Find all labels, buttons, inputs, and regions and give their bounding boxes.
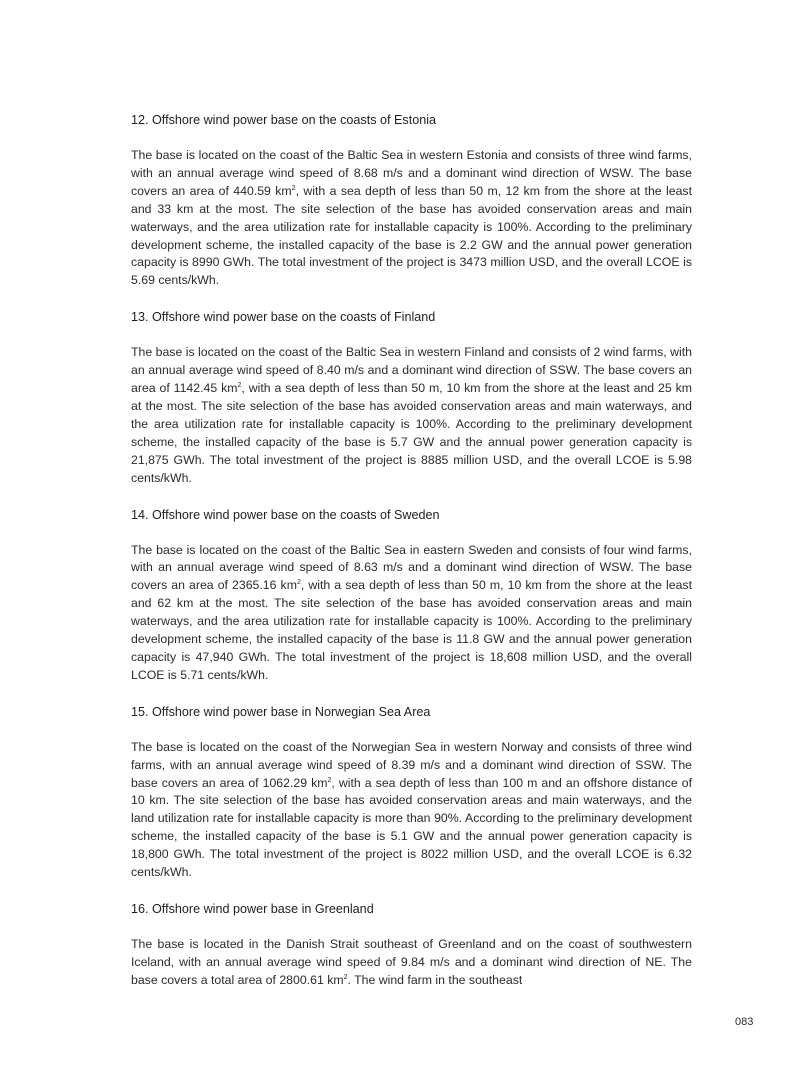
superscript: 2 [343,973,348,981]
page-content [131,111,692,1008]
section-paragraph [131,542,692,685]
paragraph-text: The base is located on the coast of the Baltic Sea in western Finland and consists of 2 wind farms, with an annual average wind speed of 8.40 m/s and a dominant wind direction of SSW. The base covers an area of 1142.45 km [131,345,692,396]
superscript: 2 [296,579,301,587]
section-heading: 15. Offshore wind power base in Norwegian Sea Area [131,704,431,719]
paragraph-text: , with a sea depth of less than 100 m and an offshore distance of 10 km. The site selection of the base has avoided conservation areas and main waterways, and the land utilization rate for installable capacity is more than 90%. According to the preliminary development scheme, the installed capacity of the base is 5.1 GW and the annual power generation capacity is 18,800 GWh. The total investment of the project is 8022 million USD, and the overall LCOE is 6.32 cents/kWh. [131,775,692,880]
paragraph-text: The base is located on the coast of the Baltic Sea in western Estonia and consists of three wind farms, with an annual average wind speed of 8.68 m/s and a dominant wind direction of WSW. The base covers an area of 440.59 km [131,148,692,198]
paragraph-text: The base is located on the coast of the Baltic Sea in eastern Sweden and consists of four wind farms, with an annual average wind speed of 8.63 m/s and a dominant wind direction of WSW. The base covers an area of 2365.16 km [131,542,692,593]
page-number: 083 [735,1016,754,1028]
section-heading: 16. Offshore wind power base in Greenland [131,902,374,916]
section-heading: 13. Offshore wind power base on the coasts of Finland [131,310,436,325]
superscript: 2 [291,184,296,192]
superscript: 2 [237,382,242,390]
section-estonia [131,111,692,290]
section-greenland [131,900,692,990]
section-paragraph [131,344,692,487]
section-paragraph [131,936,692,990]
section-paragraph [131,147,692,290]
superscript: 2 [327,776,332,784]
paragraph-text: , with a sea depth of less than 50 m, 12 km from the shore at the least and 33 km at the most. The site selection of the base has avoided conservation areas and main waterways, and the area utilization rate for installable capacity is 100%. According to the preliminary development scheme, the installed capacity of the base is 2.2 GW and the annual power generation capacity is 8990 GWh. The total investment of the project is 3473 million USD, and the overall LCOE is 5.69 cents/kWh. [131,183,692,288]
section-sweden [131,506,692,685]
paragraph-text: The base is located in the Danish Strait southeast of Greenland and on the coast of southwestern Iceland, with an annual average wind speed of 9.84 m/s and a dominant wind direction of NE. The base covers a total area of 2800.61 km [131,937,692,987]
paragraph-text: . The wind farm in the southeast [347,972,523,987]
section-norwegian-sea [131,703,692,882]
section-paragraph [131,739,692,882]
paragraph-text: The base is located on the coast of the Norwegian Sea in western Norway and consists of three wind farms, with an annual average wind speed of 8.39 m/s and a dominant wind direction of SSW. The base covers an area of 1062.29 km [131,739,692,790]
section-heading: 14. Offshore wind power base on the coasts of Sweden [131,507,440,522]
paragraph-text: , with a sea depth of less than 50 m, 10 km from the shore at the least and 25 km at the most. The site selection of the base has avoided conservation areas and main waterways, and the area utilization rate for installable capacity is 100%. According to the preliminary development scheme, the installed capacity of the base is 5.7 GW and the annual power generation capacity is 21,875 GWh. The total investment of the project is 8885 million USD, and the overall LCOE is 5.98 cents/kWh. [131,381,693,485]
paragraph-text: , with a sea depth of less than 50 m, 10 km from the shore at the least and 62 km at the most. The site selection of the base has avoided conservation areas and main waterways, and the area utilization rate for installable capacity is 100%. According to the preliminary development scheme, the installed capacity of the base is 11.8 GW and the annual power generation capacity is 47,940 GWh. The total investment of the project is 18,608 million USD, and the overall LCOE is 5.71 cents/kWh. [131,578,692,682]
section-heading: 12. Offshore wind power base on the coasts of Estonia [131,113,436,127]
section-finland [131,308,692,487]
